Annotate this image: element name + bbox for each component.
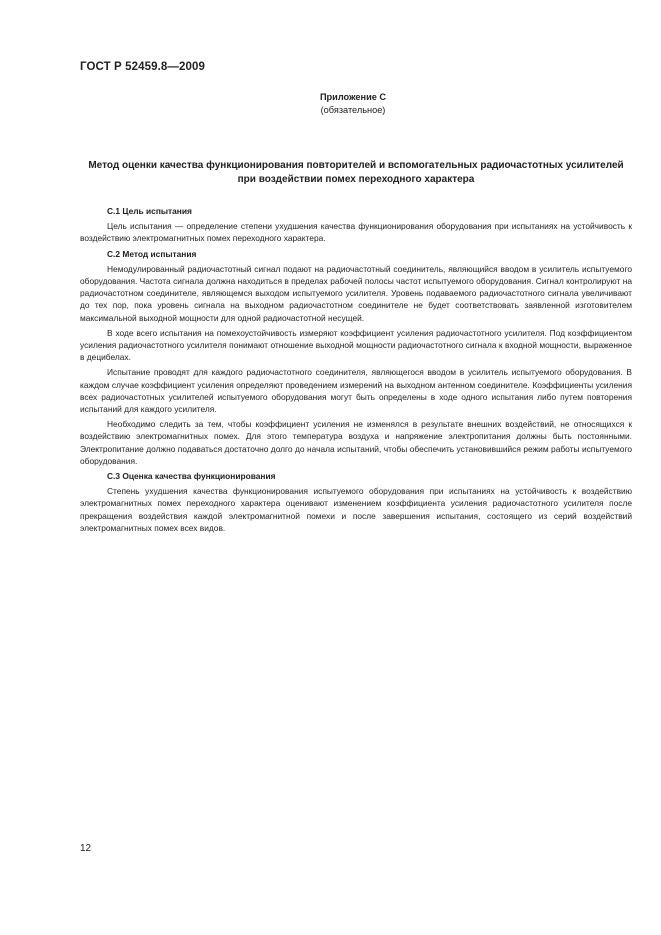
paragraph: Немодулированный радиочастотный сигнал подают на радиочастотный соединитель, являющийся вводом в усилитель испытуемого оборудования. Частота сигнала должна находиться в пределах рабочей полосы частот испытуемого оборудования. Сигнал контролируют на радиочастотном соединителе, являющемся выходом испытуемого усилителя. Уровень подаваемого радиочастотного сигнала увеличивают до тех пор, пока уровень сигнала на выходном радиочастотном соединителе не будет соответствовать заявленной изготовителем максимальной выходной мощности для одной радиочастотной несущей. (80, 263, 632, 323)
section-c2 (80, 248, 632, 467)
section-c3 (80, 470, 632, 534)
paragraph: Испытание проводят для каждого радиочастотного соединителя, являющегося вводом в усилитель испытуемого оборудования. В каждом случае коэффициент усиления определяют проведением измерений на выходном антенном соединителе. Коэффициенты усиления всех радиочастотных усилителей испытуемого оборудования могут быть определены в ходе одного испытания либо путем повторения испытаний для каждого усилителя. (80, 367, 632, 415)
annex-status: (обязательное) (320, 105, 386, 115)
document-body (80, 205, 632, 537)
paragraph: Степень ухудшения качества функционирования испытуемого оборудования при испытаниях на устойчивость к воздействию электромагнитных помех переходного характера оценивают изменением коэффициента усиления радиочастотного усилителя после прекращения воздействия каждой электромагнитной помехи и после завершения испытания, состоящего из серий воздействий электромагнитных помех всех видов. (80, 486, 632, 533)
section-heading: С.3 Оценка качества функционирования (107, 471, 276, 482)
section-heading: С.2 Метод испытания (107, 248, 197, 259)
annex-title: Приложение С (319, 92, 387, 102)
annex-block (280, 91, 426, 117)
standard-code: ГОСТ Р 52459.8—2009 (80, 61, 205, 73)
paragraph: В ходе всего испытания на помехоустойчивость измеряют коэффициент усиления радиочастотного усилителя. Под коэффициентом усиления радиочастотного усилителя понимают отношение выходной мощности радиочастотного сигнала к входной мощности, выраженное в децибелах. (80, 327, 632, 363)
page-number: 12 (80, 843, 92, 854)
section-heading: С.1 Цель испытания (107, 206, 192, 216)
paragraph: Необходимо следить за тем, чтобы коэффициент усиления не изменялся в результате внешних воздействий, не относящихся к воздействию электромагнитных помех. Для этого температура воздуха и напряжение электропитания должны быть постоянными. Электропитание должно подаваться достаточно долго до начала испытаний, чтобы обеспечить установившийся режим работы испытуемого оборудования. (80, 419, 632, 466)
section-c1 (80, 205, 632, 245)
document-title: Метод оценки качества функционирования повторителей и вспомогательных радиочастотных усилителей при воздействии помех переходного характера (88, 160, 624, 185)
paragraph: Цель испытания — определение степени ухудшения качества функционирования оборудования при испытаниях на устойчивость к воздействию электромагнитных помех переходного характера. (80, 221, 632, 244)
